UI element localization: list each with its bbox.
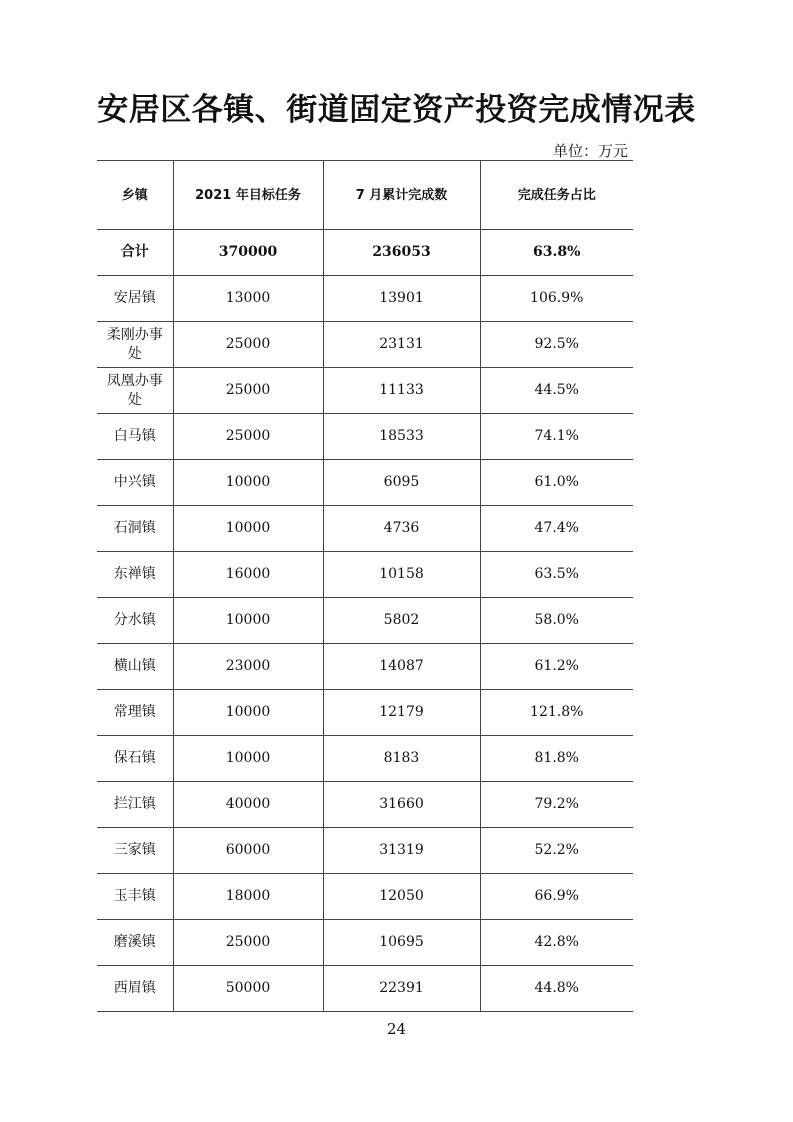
town-cell: 磨溪镇 [97,920,173,966]
table-row [97,828,633,874]
header-ratio: 完成任务占比 [480,161,633,230]
ratio-cell: 44.5% [480,368,633,414]
ratio-cell: 92.5% [480,322,633,368]
completed-cell: 4736 [323,506,480,552]
ratio-cell: 61.0% [480,460,633,506]
ratio-cell: 63.5% [480,552,633,598]
table-row [97,414,633,460]
target-cell: 13000 [173,276,323,322]
completed-cell: 12179 [323,690,480,736]
town-cell: 凤凰办事处 [97,368,173,414]
table-row [97,276,633,322]
ratio-cell: 44.8% [480,966,633,1012]
total-ratio: 63.8% [480,230,633,276]
ratio-cell: 79.2% [480,782,633,828]
table-row [97,322,633,368]
ratio-cell: 74.1% [480,414,633,460]
table-row [97,644,633,690]
investment-table [97,160,633,1012]
completed-cell: 6095 [323,460,480,506]
target-cell: 25000 [173,920,323,966]
completed-cell: 18533 [323,414,480,460]
town-cell: 玉丰镇 [97,874,173,920]
page-number: 24 [386,1020,407,1038]
target-cell: 25000 [173,414,323,460]
completed-cell: 23131 [323,322,480,368]
target-cell: 10000 [173,736,323,782]
table-row [97,736,633,782]
town-cell: 保石镇 [97,736,173,782]
town-cell: 中兴镇 [97,460,173,506]
unit-label: 单位：万元 [552,142,628,160]
town-cell: 白马镇 [97,414,173,460]
completed-cell: 10695 [323,920,480,966]
header-completed: 7 月累计完成数 [323,161,480,230]
page-title: 安居区各镇、街道固定资产投资完成情况表 [97,92,696,128]
completed-cell: 22391 [323,966,480,1012]
town-cell: 三家镇 [97,828,173,874]
table-row [97,506,633,552]
completed-cell: 12050 [323,874,480,920]
table-row [97,782,633,828]
completed-cell: 10158 [323,552,480,598]
header-town: 乡镇 [97,161,173,230]
target-cell: 10000 [173,598,323,644]
header-target: 2021 年目标任务 [173,161,323,230]
target-cell: 40000 [173,782,323,828]
target-cell: 16000 [173,552,323,598]
town-cell: 安居镇 [97,276,173,322]
completed-cell: 31660 [323,782,480,828]
ratio-cell: 106.9% [480,276,633,322]
table-row [97,966,633,1012]
target-cell: 10000 [173,460,323,506]
town-cell: 东禅镇 [97,552,173,598]
ratio-cell: 47.4% [480,506,633,552]
target-cell: 23000 [173,644,323,690]
ratio-cell: 58.0% [480,598,633,644]
target-cell: 60000 [173,828,323,874]
table-row [97,874,633,920]
town-cell: 分水镇 [97,598,173,644]
table-row [97,552,633,598]
town-cell: 柔刚办事处 [97,322,173,368]
table-row [97,920,633,966]
table-row [97,460,633,506]
total-target: 370000 [173,230,323,276]
target-cell: 50000 [173,966,323,1012]
completed-cell: 14087 [323,644,480,690]
total-completed: 236053 [323,230,480,276]
target-cell: 18000 [173,874,323,920]
ratio-cell: 42.8% [480,920,633,966]
town-cell: 拦江镇 [97,782,173,828]
target-cell: 25000 [173,368,323,414]
target-cell: 10000 [173,690,323,736]
completed-cell: 31319 [323,828,480,874]
town-cell: 横山镇 [97,644,173,690]
total-label: 合计 [97,230,173,276]
table-row [97,690,633,736]
completed-cell: 5802 [323,598,480,644]
ratio-cell: 81.8% [480,736,633,782]
target-cell: 25000 [173,322,323,368]
town-cell: 常理镇 [97,690,173,736]
table-row [97,368,633,414]
ratio-cell: 61.2% [480,644,633,690]
target-cell: 10000 [173,506,323,552]
town-cell: 石洞镇 [97,506,173,552]
town-cell: 西眉镇 [97,966,173,1012]
ratio-cell: 121.8% [480,690,633,736]
completed-cell: 11133 [323,368,480,414]
ratio-cell: 66.9% [480,874,633,920]
completed-cell: 8183 [323,736,480,782]
total-row [97,230,633,276]
completed-cell: 13901 [323,276,480,322]
table-header-row [97,161,633,230]
ratio-cell: 52.2% [480,828,633,874]
table-row [97,598,633,644]
